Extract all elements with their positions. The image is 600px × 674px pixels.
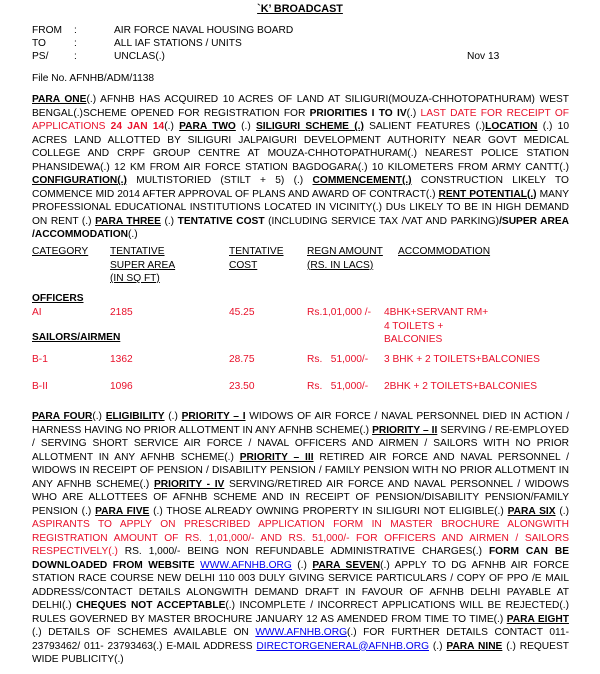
para-seven-text: (.) APPLY TO DG AFNHB AIR FORCE STATION RACE COURSE NEW DELHI 110 003 DULY GIVING SERVICE PARTICULARS / COPY OF PPO /E MAIL ADDRESS/CONTACT DETAILS ALONGWITH DEMAND DRAFT IN FAVOUR OF AFNHB DELHI PAYABLE AT DELHI(.): [32, 559, 569, 611]
header-accommodation: ACCOMMODATION: [398, 246, 491, 257]
broadcast-date: Nov 13: [467, 51, 500, 62]
salient-features-text: SALIENT FEATURES (.): [363, 121, 486, 132]
sep-text: (.): [555, 505, 569, 517]
sep-text: (.): [160, 215, 178, 227]
sep-text: (.): [92, 411, 106, 422]
row-area: 1096: [110, 381, 133, 392]
priority-three-text: RETIRED AIR FORCE AND NAVAL PERSONNEL / WIDOWS IN RECEIPT OF PENSION / DISABILITY PENSION / FAMILY PENSION WITH NO PRIOR ALLOTMENT IN ANY AFNHB SCHEME(.): [32, 451, 570, 490]
ps-line: PS/ : UNCLAS(.): [32, 51, 165, 62]
header-category: CATEGORY: [32, 246, 89, 257]
para-seven-heading: PARA SEVEN: [312, 559, 381, 571]
aspirants-text: ASPIRANTS TO APPLY ON PRESCRIBED APPLICATION FORM IN MASTER BROCHURE ALONGWITH REGISTRATION AMOUNT OF RS. 1,01,000/- AND RS. 51,000/- FOR OFFICERS AND AIRMEN / SAILORS RESPECTIVELY(.): [32, 519, 569, 557]
sep-text: (.): [128, 229, 138, 240]
priority-two-text: SERVING / RE-EMPLOYED / SERVING SHORT SERVICE AIR FORCE / NAVAL OFFICERS AND AIRMEN / SAILORS WITH NO PRIOR ALLOTMENT IN ANY AFNHB SCHEME(.): [32, 424, 569, 463]
admin-charges-text: RS. 1,000/- BEING NON REFUNDABLE ADMINISTRATIVE CHARGES(.): [117, 546, 489, 557]
ps-label: PS/: [32, 51, 49, 62]
last-date-value: 24 JAN 14: [110, 121, 165, 132]
from-value: AIR FORCE NAVAL HOUSING BOARD: [114, 25, 294, 36]
commencement-heading: COMMENCEMENT(.): [312, 175, 412, 186]
para-nine-text: (.) REQUEST WIDE PUBLICITY(.): [32, 640, 569, 665]
header-super-area: TENTATIVE SUPER AREA (IN SQ FT): [110, 246, 176, 284]
paragraph-one-to-three: [32, 93, 569, 242]
officers-label: OFFICERS: [32, 293, 84, 304]
row-cost: 28.75: [229, 354, 255, 365]
row-cost: 23.50: [229, 381, 255, 392]
paragraph-four-to-nine: [32, 410, 569, 667]
ps-value: UNCLAS(.): [114, 51, 165, 62]
sep-text: (.): [429, 640, 447, 652]
para-nine-heading: PARA NINE: [446, 640, 503, 652]
header-cost: TENTATIVE COST: [229, 246, 284, 271]
row-regn: Rs.1,01,000 /-: [307, 307, 371, 318]
para-eight-text: (.) DETAILS OF SCHEMES AVAILABLE ON: [32, 627, 256, 638]
to-label: TO: [32, 38, 46, 49]
sep-text: (.): [291, 559, 313, 571]
siliguri-scheme-heading: SILIGURI SCHEME (.): [255, 121, 364, 132]
priorities-text: PRIORITIES I TO IV: [309, 107, 407, 119]
configuration-heading: CONFIGURATION(.): [32, 175, 127, 186]
row-accommodation: 4BHK+SERVANT RM+ 4 TOILETS + BALCONIES: [384, 307, 489, 345]
para-three-heading: PARA THREE: [95, 215, 161, 227]
para-five-heading: PARA FIVE: [95, 505, 150, 517]
from-label: FROM: [32, 25, 62, 36]
priority-one-heading: PRIORITY – I: [181, 411, 246, 422]
last-date-text: LAST DATE FOR RECEIPT OF APPLICATIONS: [32, 107, 569, 132]
location-heading: LOCATION: [485, 121, 538, 132]
row-cost: 45.25: [229, 307, 255, 318]
commencement-text: CONSTRUCTION LIKELY TO COMMENCE MID 2014 AFTER APPROVAL OF PLANS AND AWARD OF CONTRACT(.): [32, 175, 569, 200]
para-four-heading: PARA FOUR: [32, 411, 93, 422]
rent-potential-text: MANY PROFESSIONAL EDUCATIONAL INSTITUTIONS LOCATED IN VICINITY(.) DUs LIKELY TO BE IN HIGH DEMAND ON RENT (.): [32, 188, 570, 227]
sailors-airmen-label: SAILORS/AIRMEN: [32, 332, 121, 343]
website-link-2[interactable]: WWW.AFNHB.ORG: [255, 627, 347, 638]
rent-potential-heading: RENT POTENTIAL(.): [438, 188, 537, 200]
from-line: FROM : AIR FORCE NAVAL HOUSING BOARD: [32, 25, 294, 36]
sep-text: (.): [164, 121, 180, 132]
para-one-heading: PARA ONE: [32, 94, 87, 105]
location-text: (.) 10 ACRES LAND ALLOTTED BY SILIGURI JALPAIGURI DEVELOPMENT AUTHORITY NEAR GOVT MEDICAL COLLEGE AND CRPF GROUP CENTRE AT MOUZA-CHHOTOPATHURAM(.) NEAREST POLICE STATION PHANSIDEWA(.) 12 KM FROM AIR FORCE STATION BAGDOGARA(.) 10 KILOMETERS FROM ARMY CANTT(.): [32, 121, 570, 173]
para-one-text: (.) AFNHB HAS ACQUIRED 10 ACRES OF LAND AT SILIGURI(MOUZA-CHHOTOPATHURAM) WEST BENGAL(.)SCHEME OPENED FOR REGISTRATION FOR: [32, 94, 570, 119]
email-link[interactable]: DIRECTORGENERAL@AFNHB.ORG: [256, 640, 430, 652]
file-number: File No. AFNHB/ADM/1138: [32, 73, 155, 84]
to-line: TO : ALL IAF STATIONS / UNITS: [32, 38, 242, 49]
row-accommodation: 2BHK + 2 TOILETS+BALCONIES: [384, 381, 538, 392]
para-five-text: (.) THOSE ALREADY OWNING PROPERTY IN SILIGURI NOT ELIGIBLE(.): [149, 505, 508, 517]
form-download-text: FORM CAN BE DOWNLOADED FROM WEBSITE: [32, 546, 569, 571]
tentative-cost-text: (INCLUDING SERVICE TAX /VAT AND PARKING): [264, 215, 500, 227]
to-value: ALL IAF STATIONS / UNITS: [114, 38, 242, 49]
sep-text: (.): [164, 411, 182, 422]
row-accommodation: 3 BHK + 2 TOILETS+BALCONIES: [384, 354, 540, 365]
priority-two-heading: PRIORITY – II: [372, 424, 438, 436]
sep-text: (.): [235, 121, 256, 132]
cheques-not-acceptable: CHEQUES NOT ACCEPTABLE: [76, 600, 226, 611]
para-two-heading: PARA TWO: [179, 121, 236, 132]
broadcast-title: `K’ BROADCAST: [257, 3, 343, 15]
priority-one-text: WIDOWS OF AIR FORCE / NAVAL PERSONNEL DIED IN ACTION / HARNESS HAVING NO PRIOR ALLOTMENT IN ANY AFNHB SCHEME(.): [32, 411, 569, 436]
para-six-heading: PARA SIX: [507, 505, 556, 517]
row-regn: Rs. 51,000/-: [307, 381, 369, 392]
rejection-text: (.) INCOMPLETE / INCORRECT APPLICATIONS WILL BE REJECTED(.) RULES GOVERNED BY MASTER BROCHURE JANUARY 12 AS AMENDED FROM TIME TO TIME(.): [32, 600, 569, 625]
super-area-heading: /SUPER AREA /ACCOMMODATION: [32, 215, 570, 240]
contact-text: (.) FOR FURTHER DETAILS CONTACT 011-23793462/ 011- 23793463(.) E-MAIL ADDRESS: [32, 627, 570, 652]
para-eight-heading: PARA EIGHT: [506, 613, 569, 625]
priority-four-heading: PRIORITY - IV: [154, 478, 225, 490]
row-category: B-1: [32, 354, 48, 365]
eligibility-heading: ELIGIBILITY: [105, 411, 165, 422]
row-category: B-II: [32, 381, 48, 392]
sep-text: (.): [406, 107, 421, 119]
row-category: AI: [32, 307, 42, 318]
tentative-cost-heading: TENTATIVE COST: [177, 215, 265, 227]
row-area: 2185: [110, 307, 133, 318]
priority-four-text: SERVING/RETIRED AIR FORCE AND NAVAL PERSONNEL / WIDOWS WHO ARE ALLOTTEES OF AFNHB SCHEME AND IN RECEIPT OF PENSION/DISABILITY PENSION/FAMILY PENSION (.): [32, 478, 570, 517]
configuration-text: MULTISTORIED (STILT + 5) (.): [126, 175, 313, 186]
row-area: 1362: [110, 354, 133, 365]
priority-three-heading: PRIORITY – III: [239, 451, 314, 463]
row-regn: Rs. 51,000/-: [307, 354, 369, 365]
website-link[interactable]: WWW.AFNHB.ORG: [200, 559, 292, 571]
header-regn-amount: REGN AMOUNT (RS. IN LACS): [307, 246, 383, 271]
